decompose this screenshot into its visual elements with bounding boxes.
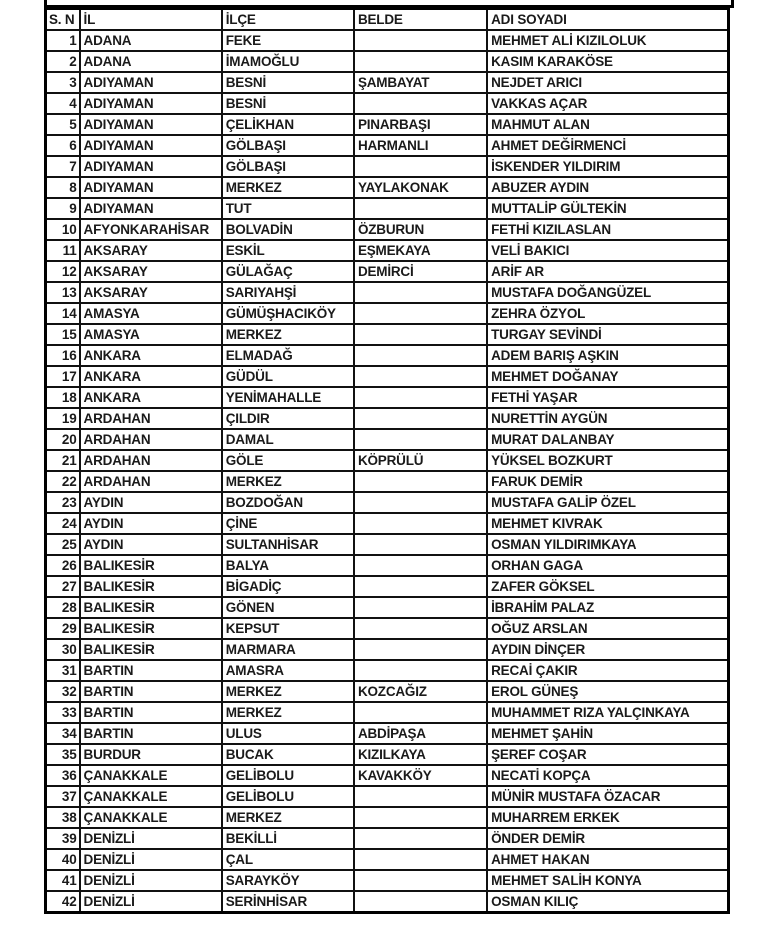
cell-il: ANKARA xyxy=(80,345,222,366)
cell-belde: ŞAMBAYAT xyxy=(354,72,487,93)
cell-no: 5 xyxy=(46,114,80,135)
table-row xyxy=(46,471,729,492)
cell-adi-soyadi: NEJDET ARICI xyxy=(487,72,728,93)
cell-ilce: ELMADAĞ xyxy=(222,345,354,366)
cell-ilce: MARMARA xyxy=(222,639,354,660)
cell-il: BARTIN xyxy=(80,681,222,702)
cell-adi-soyadi: İSKENDER YILDIRIM xyxy=(487,156,728,177)
cell-ilce: AMASRA xyxy=(222,660,354,681)
cell-adi-soyadi: ADEM BARIŞ AŞKIN xyxy=(487,345,728,366)
cell-belde: YAYLAKONAK xyxy=(354,177,487,198)
cell-adi-soyadi: FARUK DEMİR xyxy=(487,471,728,492)
header-no: S. N xyxy=(46,9,80,31)
table-row xyxy=(46,513,729,534)
cell-adi-soyadi: İBRAHİM PALAZ xyxy=(487,597,728,618)
cell-no: 21 xyxy=(46,450,80,471)
cell-belde xyxy=(354,849,487,870)
cell-belde xyxy=(354,870,487,891)
header-belde: BELDE xyxy=(354,9,487,31)
table-row xyxy=(46,744,729,765)
cell-ilce: MERKEZ xyxy=(222,702,354,723)
cell-adi-soyadi: ÖNDER DEMİR xyxy=(487,828,728,849)
cell-il: ÇANAKKALE xyxy=(80,807,222,828)
cell-belde: PINARBAŞI xyxy=(354,114,487,135)
cell-belde xyxy=(354,51,487,72)
cell-belde: KAVAKKÖY xyxy=(354,765,487,786)
cell-no: 19 xyxy=(46,408,80,429)
cell-il: ADIYAMAN xyxy=(80,72,222,93)
cell-belde xyxy=(354,639,487,660)
cell-adi-soyadi: MAHMUT ALAN xyxy=(487,114,728,135)
table-row xyxy=(46,177,729,198)
table-row xyxy=(46,723,729,744)
cell-adi-soyadi: MURAT DALANBAY xyxy=(487,429,728,450)
table-row xyxy=(46,30,729,51)
cell-belde xyxy=(354,828,487,849)
cell-no: 29 xyxy=(46,618,80,639)
cell-ilce: SERİNHİSAR xyxy=(222,891,354,913)
cell-adi-soyadi: MEHMET SALİH KONYA xyxy=(487,870,728,891)
cell-belde: HARMANLI xyxy=(354,135,487,156)
cell-il: BARTIN xyxy=(80,702,222,723)
cell-il: AYDIN xyxy=(80,534,222,555)
cell-il: AMASYA xyxy=(80,324,222,345)
cell-belde xyxy=(354,471,487,492)
cell-adi-soyadi: ABUZER AYDIN xyxy=(487,177,728,198)
table-row xyxy=(46,240,729,261)
cell-il: ARDAHAN xyxy=(80,450,222,471)
table-row xyxy=(46,282,729,303)
cell-no: 1 xyxy=(46,30,80,51)
header-il: İL xyxy=(80,9,222,31)
cell-belde xyxy=(354,807,487,828)
cell-ilce: BESNİ xyxy=(222,93,354,114)
cell-belde xyxy=(354,702,487,723)
cell-adi-soyadi: MEHMET ŞAHİN xyxy=(487,723,728,744)
cell-ilce: ULUS xyxy=(222,723,354,744)
cell-adi-soyadi: MUSTAFA DOĞANGÜZEL xyxy=(487,282,728,303)
cell-no: 23 xyxy=(46,492,80,513)
cell-no: 33 xyxy=(46,702,80,723)
cell-adi-soyadi: NECATİ KOPÇA xyxy=(487,765,728,786)
table-row xyxy=(46,681,729,702)
cell-adi-soyadi: FETHİ KIZILASLAN xyxy=(487,219,728,240)
cell-il: ARDAHAN xyxy=(80,471,222,492)
cell-ilce: ÇAL xyxy=(222,849,354,870)
cell-ilce: GELİBOLU xyxy=(222,765,354,786)
cell-ilce: BESNİ xyxy=(222,72,354,93)
cell-belde: DEMİRCİ xyxy=(354,261,487,282)
cell-no: 8 xyxy=(46,177,80,198)
cell-ilce: SARIYAHŞİ xyxy=(222,282,354,303)
cell-no: 11 xyxy=(46,240,80,261)
cell-no: 2 xyxy=(46,51,80,72)
cell-no: 16 xyxy=(46,345,80,366)
cell-ilce: ÇİNE xyxy=(222,513,354,534)
cell-no: 13 xyxy=(46,282,80,303)
cell-belde xyxy=(354,303,487,324)
cell-ilce: YENİMAHALLE xyxy=(222,387,354,408)
table-row xyxy=(46,618,729,639)
cell-adi-soyadi: ARİF AR xyxy=(487,261,728,282)
cell-il: BALIKESİR xyxy=(80,576,222,597)
cell-adi-soyadi: MUSTAFA GALİP ÖZEL xyxy=(487,492,728,513)
cell-belde xyxy=(354,576,487,597)
cell-ilce: MERKEZ xyxy=(222,177,354,198)
cell-belde xyxy=(354,282,487,303)
cell-belde: KOZCAĞIZ xyxy=(354,681,487,702)
cell-adi-soyadi: FETHİ YAŞAR xyxy=(487,387,728,408)
cell-ilce: GÖLBAŞI xyxy=(222,156,354,177)
cell-ilce: MERKEZ xyxy=(222,471,354,492)
cell-il: ADIYAMAN xyxy=(80,93,222,114)
cell-ilce: GÜMÜŞHACIKÖY xyxy=(222,303,354,324)
table-row xyxy=(46,807,729,828)
cell-no: 26 xyxy=(46,555,80,576)
cell-ilce: SARAYKÖY xyxy=(222,870,354,891)
cell-no: 4 xyxy=(46,93,80,114)
cell-belde xyxy=(354,387,487,408)
cell-ilce: GÜDÜL xyxy=(222,366,354,387)
cell-ilce: FEKE xyxy=(222,30,354,51)
table-row xyxy=(46,555,729,576)
cell-no: 7 xyxy=(46,156,80,177)
cell-il: ÇANAKKALE xyxy=(80,786,222,807)
cell-no: 15 xyxy=(46,324,80,345)
cell-ilce: MERKEZ xyxy=(222,807,354,828)
cell-no: 17 xyxy=(46,366,80,387)
cell-belde xyxy=(354,324,487,345)
cell-ilce: BOLVADİN xyxy=(222,219,354,240)
table-row xyxy=(46,534,729,555)
cell-no: 40 xyxy=(46,849,80,870)
cell-belde: ÖZBURUN xyxy=(354,219,487,240)
table-row xyxy=(46,597,729,618)
mayor-list-table xyxy=(44,7,730,914)
cell-adi-soyadi: KASIM KARAKÖSE xyxy=(487,51,728,72)
cell-ilce: ÇELİKHAN xyxy=(222,114,354,135)
cell-adi-soyadi: MÜNİR MUSTAFA ÖZACAR xyxy=(487,786,728,807)
cell-no: 32 xyxy=(46,681,80,702)
header-adi-soyadi: ADI SOYADI xyxy=(487,9,728,31)
cell-ilce: BALYA xyxy=(222,555,354,576)
cell-adi-soyadi: OSMAN YILDIRIMKAYA xyxy=(487,534,728,555)
table-row xyxy=(46,450,729,471)
cell-adi-soyadi: NURETTİN AYGÜN xyxy=(487,408,728,429)
table-row xyxy=(46,156,729,177)
cell-adi-soyadi: OĞUZ ARSLAN xyxy=(487,618,728,639)
cell-il: AKSARAY xyxy=(80,282,222,303)
table-row xyxy=(46,303,729,324)
table-row xyxy=(46,828,729,849)
cell-il: ADIYAMAN xyxy=(80,198,222,219)
table-row xyxy=(46,660,729,681)
cell-adi-soyadi: TURGAY SEVİNDİ xyxy=(487,324,728,345)
cell-belde xyxy=(354,891,487,913)
cell-adi-soyadi: AYDIN DİNÇER xyxy=(487,639,728,660)
cell-belde xyxy=(354,618,487,639)
table-row xyxy=(46,786,729,807)
cell-no: 24 xyxy=(46,513,80,534)
cell-adi-soyadi: MUTTALİP GÜLTEKİN xyxy=(487,198,728,219)
cell-no: 30 xyxy=(46,639,80,660)
cell-ilce: BOZDOĞAN xyxy=(222,492,354,513)
cell-il: AFYONKARAHİSAR xyxy=(80,219,222,240)
cell-adi-soyadi: ZEHRA ÖZYOL xyxy=(487,303,728,324)
table-row xyxy=(46,261,729,282)
cell-ilce: BİGADİÇ xyxy=(222,576,354,597)
cell-il: AKSARAY xyxy=(80,261,222,282)
cell-belde xyxy=(354,429,487,450)
cell-no: 25 xyxy=(46,534,80,555)
cell-adi-soyadi: MEHMET ALİ KIZILOLUK xyxy=(487,30,728,51)
table-row xyxy=(46,135,729,156)
header-ilce: İLÇE xyxy=(222,9,354,31)
cell-adi-soyadi: ŞEREF COŞAR xyxy=(487,744,728,765)
cell-belde xyxy=(354,597,487,618)
cell-il: DENİZLİ xyxy=(80,891,222,913)
cell-belde xyxy=(354,366,487,387)
table-row xyxy=(46,870,729,891)
cell-adi-soyadi: VELİ BAKICI xyxy=(487,240,728,261)
cell-no: 34 xyxy=(46,723,80,744)
cell-belde xyxy=(354,786,487,807)
table-row xyxy=(46,345,729,366)
table-row xyxy=(46,492,729,513)
cell-ilce: BEKİLLİ xyxy=(222,828,354,849)
table-row xyxy=(46,72,729,93)
cell-il: BARTIN xyxy=(80,660,222,681)
cell-ilce: GÖNEN xyxy=(222,597,354,618)
cell-belde: ABDİPAŞA xyxy=(354,723,487,744)
cell-no: 39 xyxy=(46,828,80,849)
cell-no: 9 xyxy=(46,198,80,219)
cell-adi-soyadi: VAKKAS AÇAR xyxy=(487,93,728,114)
cell-no: 27 xyxy=(46,576,80,597)
cell-no: 38 xyxy=(46,807,80,828)
cell-ilce: BUCAK xyxy=(222,744,354,765)
cell-il: DENİZLİ xyxy=(80,849,222,870)
cell-no: 12 xyxy=(46,261,80,282)
cell-belde xyxy=(354,30,487,51)
table-row xyxy=(46,198,729,219)
table-row xyxy=(46,408,729,429)
cell-no: 14 xyxy=(46,303,80,324)
table-row xyxy=(46,387,729,408)
cell-no: 42 xyxy=(46,891,80,913)
cell-ilce: TUT xyxy=(222,198,354,219)
cell-il: DENİZLİ xyxy=(80,828,222,849)
table-row xyxy=(46,219,729,240)
cell-il: ARDAHAN xyxy=(80,429,222,450)
cell-ilce: MERKEZ xyxy=(222,324,354,345)
cell-no: 35 xyxy=(46,744,80,765)
cell-il: ANKARA xyxy=(80,366,222,387)
cell-il: BARTIN xyxy=(80,723,222,744)
cell-no: 3 xyxy=(46,72,80,93)
cell-il: ANKARA xyxy=(80,387,222,408)
cell-belde xyxy=(354,513,487,534)
cell-no: 6 xyxy=(46,135,80,156)
cell-il: ADANA xyxy=(80,51,222,72)
cell-il: BALIKESİR xyxy=(80,618,222,639)
cell-adi-soyadi: MUHARREM ERKEK xyxy=(487,807,728,828)
cell-il: AYDIN xyxy=(80,492,222,513)
table-row xyxy=(46,366,729,387)
cell-belde xyxy=(354,93,487,114)
cell-ilce: GELİBOLU xyxy=(222,786,354,807)
cell-ilce: DAMAL xyxy=(222,429,354,450)
cell-il: ADIYAMAN xyxy=(80,177,222,198)
table-row xyxy=(46,702,729,723)
cell-il: ADANA xyxy=(80,30,222,51)
table-body xyxy=(46,30,729,913)
cell-ilce: KEPSUT xyxy=(222,618,354,639)
cell-belde: KÖPRÜLÜ xyxy=(354,450,487,471)
cell-il: BALIKESİR xyxy=(80,555,222,576)
cell-ilce: SULTANHİSAR xyxy=(222,534,354,555)
cell-adi-soyadi: MUHAMMET RIZA YALÇINKAYA xyxy=(487,702,728,723)
cell-no: 20 xyxy=(46,429,80,450)
cell-ilce: MERKEZ xyxy=(222,681,354,702)
cell-belde xyxy=(354,408,487,429)
header-row xyxy=(46,9,729,31)
cell-belde xyxy=(354,345,487,366)
cell-no: 28 xyxy=(46,597,80,618)
cell-ilce: GÖLE xyxy=(222,450,354,471)
cell-il: AYDIN xyxy=(80,513,222,534)
cell-adi-soyadi: AHMET HAKAN xyxy=(487,849,728,870)
cell-il: ARDAHAN xyxy=(80,408,222,429)
cell-belde: EŞMEKAYA xyxy=(354,240,487,261)
cell-adi-soyadi: EROL GÜNEŞ xyxy=(487,681,728,702)
cell-adi-soyadi: MEHMET DOĞANAY xyxy=(487,366,728,387)
cell-adi-soyadi: OSMAN KILIÇ xyxy=(487,891,728,913)
cell-il: ADIYAMAN xyxy=(80,156,222,177)
cell-il: ÇANAKKALE xyxy=(80,765,222,786)
cell-belde xyxy=(354,156,487,177)
cell-adi-soyadi: AHMET DEĞİRMENCİ xyxy=(487,135,728,156)
cell-il: BURDUR xyxy=(80,744,222,765)
cell-adi-soyadi: ZAFER GÖKSEL xyxy=(487,576,728,597)
table-row xyxy=(46,93,729,114)
cell-no: 36 xyxy=(46,765,80,786)
table-row xyxy=(46,639,729,660)
table-row xyxy=(46,429,729,450)
cell-belde xyxy=(354,660,487,681)
cell-il: ADIYAMAN xyxy=(80,114,222,135)
cell-belde: KIZILKAYA xyxy=(354,744,487,765)
table-row xyxy=(46,891,729,913)
table-row xyxy=(46,51,729,72)
cell-no: 22 xyxy=(46,471,80,492)
cell-belde xyxy=(354,492,487,513)
table-row xyxy=(46,576,729,597)
cell-no: 41 xyxy=(46,870,80,891)
cell-ilce: ÇILDIR xyxy=(222,408,354,429)
cell-no: 18 xyxy=(46,387,80,408)
table-row xyxy=(46,849,729,870)
cell-ilce: GÖLBAŞI xyxy=(222,135,354,156)
table-row xyxy=(46,324,729,345)
cell-il: DENİZLİ xyxy=(80,870,222,891)
cell-adi-soyadi: YÜKSEL BOZKURT xyxy=(487,450,728,471)
cell-ilce: ESKİL xyxy=(222,240,354,261)
cell-il: AKSARAY xyxy=(80,240,222,261)
cell-no: 31 xyxy=(46,660,80,681)
cell-ilce: İMAMOĞLU xyxy=(222,51,354,72)
table-row xyxy=(46,765,729,786)
cell-belde xyxy=(354,534,487,555)
cell-adi-soyadi: ORHAN GAGA xyxy=(487,555,728,576)
cell-adi-soyadi: RECAİ ÇAKIR xyxy=(487,660,728,681)
cell-il: ADIYAMAN xyxy=(80,135,222,156)
cell-il: BALIKESİR xyxy=(80,639,222,660)
cell-adi-soyadi: MEHMET KIVRAK xyxy=(487,513,728,534)
cell-belde xyxy=(354,555,487,576)
cell-no: 37 xyxy=(46,786,80,807)
table-row xyxy=(46,114,729,135)
cell-belde xyxy=(354,198,487,219)
cell-il: BALIKESİR xyxy=(80,597,222,618)
cell-no: 10 xyxy=(46,219,80,240)
cell-il: AMASYA xyxy=(80,303,222,324)
cell-ilce: GÜLAĞAÇ xyxy=(222,261,354,282)
